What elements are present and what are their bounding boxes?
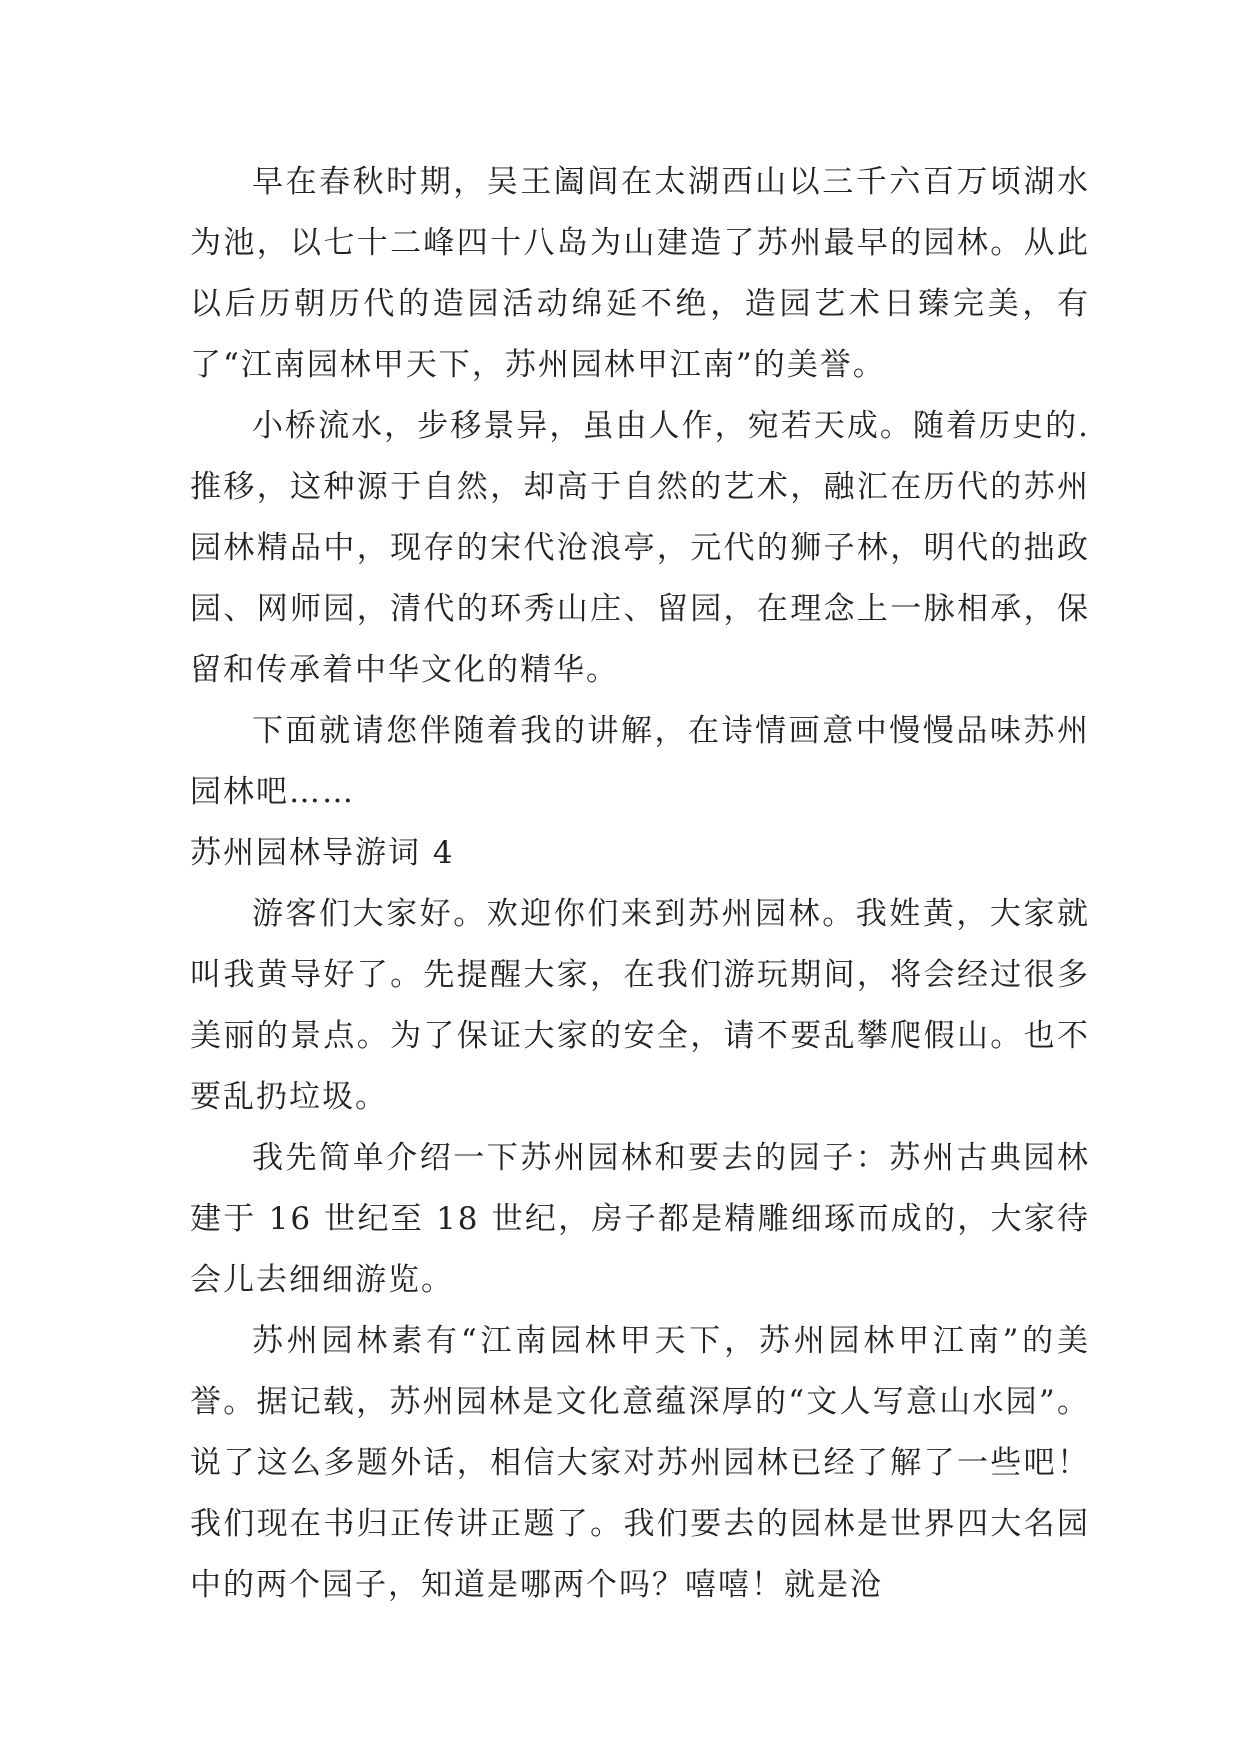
paragraph-reputation: 苏州园林素有“江南园林甲天下，苏州园林甲江南”的美誉。据记载，苏州园林是文化意蕴深厚的“文人写意山水园”。说了这么多题外话，相信大家对苏州园林已经了解了一些吧！我们现在书归正传讲正题了。我们要去的园林是世界四大名园中的两个园子，知道是哪两个吗？嘻嘻！就是沧 [190,1323,1090,1603]
paragraph-introduction: 我先简单介绍一下苏州园林和要去的园子：苏州古典园林建于 16 世纪至 18 世纪，房子都是精雕细琢而成的，大家待会儿去细细游览。 [190,1140,1090,1298]
document-body [190,152,1090,1616]
paragraph-invitation: 下面就请您伴随着我的讲解，在诗情画意中慢慢品味苏州园林吧…… [190,713,1090,810]
paragraph-greeting: 游客们大家好。欢迎你们来到苏州园林。我姓黄，大家就叫我黄导好了。先提醒大家，在我们游玩期间，将会经过很多美丽的景点。为了保证大家的安全，请不要乱攀爬假山。也不要乱扔垃圾。 [190,896,1090,1115]
paragraph-gardens-heritage: 小桥流水，步移景异，虽由人作，宛若天成。随着历史的.推移，这种源于自然，却高于自然的艺术，融汇在历代的苏州园林精品中，现存的宋代沧浪亭，元代的狮子林，明代的拙政园、网师园，清代的环秀山庄、留园，在理念上一脉相承，保留和传承着中华文化的精华。 [190,408,1090,688]
section-heading: 苏州园林导游词 4 [190,835,455,871]
paragraph-history: 早在春秋时期，吴王阖闾在太湖西山以三千六百万顷湖水为池，以七十二峰四十八岛为山建造了苏州最早的园林。从此以后历朝历代的造园活动绵延不绝，造园艺术日臻完美，有了“江南园林甲天下，苏州园林甲江南”的美誉。 [190,164,1090,383]
